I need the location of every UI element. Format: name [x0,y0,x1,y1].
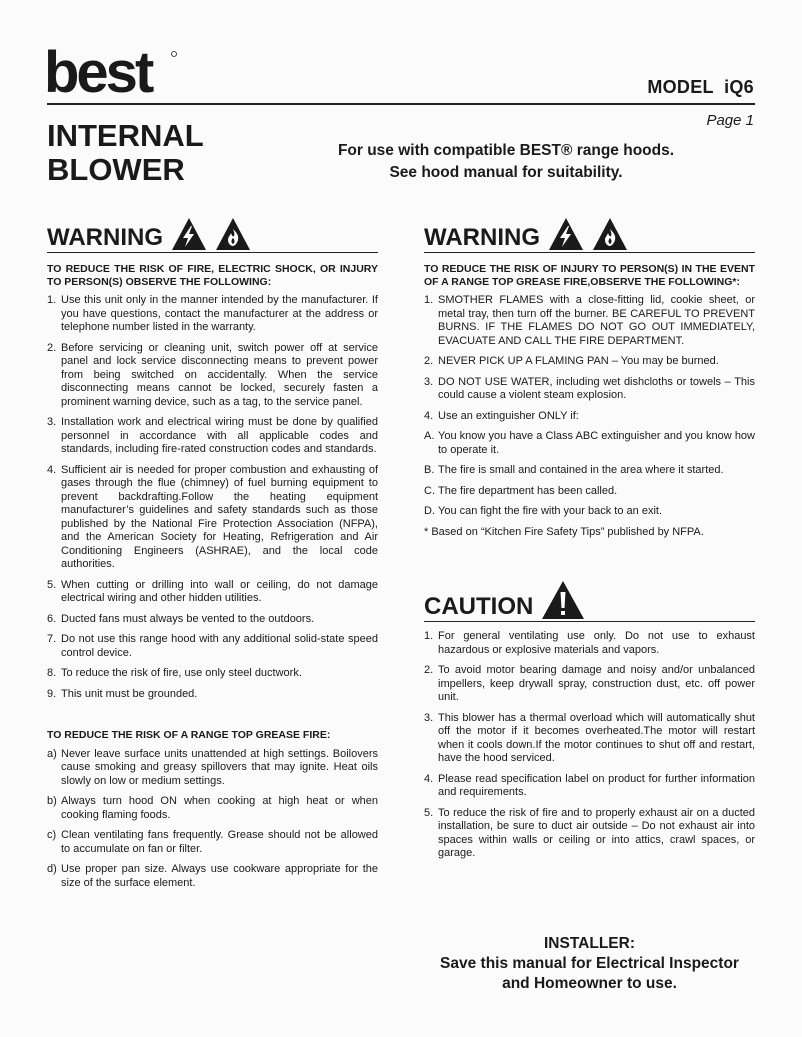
warning-heading: WARNING [47,224,163,251]
list-text: Never leave surface units unattended at high settings. Boilovers cause smoking and greasy spillovers that may ignite. Heat oils slowly on low or medium settings. [61,747,378,787]
list-item [47,416,378,457]
grease-fire-heading: TO REDUCE THE RISK OF A RANGE TOP GREASE FIRE: [47,729,331,741]
list-text: Do not use this range hood with any additional solid-state speed control device. [61,633,378,659]
list-item [47,795,378,822]
list-text: Sufficient air is needed for proper combustion and exhausting of gases through the flue (chimney) of fuel burning equipment to prevent backdrafting.Follow the heating equipment manufacturer’s guidelines and safety standards such as those published by the National Fire Protection Association (NFPA), and the American Society for Heating, Refrigeration and Air Conditioning Engineers (ASHRAE), and the local code authorities. [61,463,378,570]
list-text: Installation work and electrical wiring must be done by qualified personnel in accordance with all applicable codes and standards, including fire-rated construction codes and standards. [61,416,378,455]
list-marker: 4. [424,772,434,785]
page-number: Page 1 [706,112,754,129]
list-marker: 6. [47,612,57,625]
list-text: Before servicing or cleaning unit, switch power off at service panel and lock service disconnecting means to prevent power from being switched on accidentally. When the service disconnecting means cannot be locked, securely fasten a prominent warning device, such as a tag, to the service panel. [61,341,378,408]
list-marker: 1. [424,294,434,306]
fire-icon [215,217,251,251]
list-item [47,829,378,856]
left-intro: TO REDUCE THE RISK OF FIRE, ELECTRIC SHOCK, OR INJURY TO PERSON(S) OBSERVE THE FOLLOWING: [47,263,378,288]
list-item [424,410,755,424]
exclamation-icon [541,580,585,620]
list-text: Please read specification label on product for further information and requirements. [438,772,755,798]
list-text: SMOTHER FLAMES with a close-fitting lid, cookie sheet, or metal tray, then turn off the burner. BE CAREFUL TO PREVENT BURNS. IF THE FLAMES DO NOT GO OUT IMMEDIATELY, EVACUATE AND CALL THE FIRE DEPARTMENT. [438,294,755,347]
left-column [47,206,378,897]
fire-icon [592,217,628,251]
electric-shock-icon [548,217,584,251]
list-text: To avoid motor bearing damage and noisy and/or unbalanced impellers, keep drywall spray, construction dust, etc. off power unit. [438,664,755,703]
list-text: Ducted fans must always be vented to the outdoors. [61,612,315,625]
list-item [424,485,755,499]
left-warning-list [47,294,378,701]
list-text: Use an extinguisher ONLY if: [438,409,579,422]
list-marker: 5. [424,806,434,819]
list-item [47,342,378,410]
warning-header-left [47,206,378,253]
header-rule [47,103,755,105]
list-item [47,748,378,789]
installer-note [424,934,755,994]
compatibility-note [300,140,712,184]
list-item [47,863,378,890]
list-marker: a) [47,747,57,760]
list-item [47,464,378,572]
model-label: MODEL iQ6 [647,77,754,97]
right-warning-list [424,294,755,519]
list-item [47,294,378,335]
list-item [424,355,755,369]
list-marker: 4. [424,409,434,422]
list-text: Use this unit only in the manner intended by the manufacturer. If you have questions, contact the manufacturer at the address or telephone number listed in the warranty. [61,294,378,333]
installer-line-2: Save this manual for Electrical Inspector [440,955,739,972]
nfpa-footnote: * Based on “Kitchen Fire Safety Tips” published by NFPA. [424,525,704,538]
list-item [424,294,755,348]
compat-line-1: For use with compatible BEST® range hoods. [337,142,675,159]
list-marker: D. [424,505,435,517]
list-text: You can fight the fire with your back to an exit. [438,505,663,517]
best-logo-icon [44,40,180,100]
warning-header-right [424,206,755,253]
list-marker: A. [424,430,435,442]
caution-section [424,575,755,861]
list-item [424,664,755,705]
title-line-2: BLOWER [47,152,185,187]
list-marker: d) [47,863,57,875]
list-item [47,667,378,681]
list-text: When cutting or drilling into wall or ceiling, do not damage electrical wiring and other hidden utilities. [61,578,378,604]
grease-fire-list [47,748,378,891]
right-intro: TO REDUCE THE RISK OF INJURY TO PERSON(S) IN THE EVENT OF A RANGE TOP GREASE FIRE,OBSERVE THE FOLLOWING*: [424,263,755,288]
list-text: Always turn hood ON when cooking at high heat or when cooking flaming foods. [61,795,378,821]
list-marker: 2. [424,664,434,676]
list-marker: 8. [47,667,57,679]
list-text: NEVER PICK UP A FLAMING PAN – You may be burned. [438,355,719,367]
list-marker: 1. [424,630,434,642]
list-item [424,464,755,478]
list-marker: 2. [424,355,434,367]
list-marker: 3. [47,416,57,428]
list-marker: 3. [424,711,434,724]
list-marker: 4. [47,463,57,476]
list-item [47,613,378,627]
list-marker: 3. [424,375,434,388]
list-marker: c) [47,829,57,841]
list-text: For general ventilating use only. Do not use to exhaust hazardous or explosive materials and vapors. [438,630,755,656]
list-text: You know you have a Class ABC extinguisher and you know how to operate it. [438,430,755,456]
list-text: The fire department has been called. [438,484,618,497]
list-marker: 5. [47,578,57,591]
list-text: Clean ventilating fans frequently. Grease should not be allowed to accumulate on fan or filter. [61,829,378,855]
installer-line-1: INSTALLER: [544,935,635,952]
list-item [424,630,755,657]
list-item [424,807,755,861]
list-marker: B. [424,464,435,476]
caution-heading: CAUTION [424,593,534,620]
list-item [47,633,378,660]
list-marker: 7. [47,633,57,645]
list-text: To reduce the risk of fire, use only steel ductwork. [61,667,302,679]
svg-text:best: best [44,40,152,100]
list-marker: 1. [47,294,57,306]
list-item [424,376,755,403]
title-line-1: INTERNAL [47,118,204,153]
list-marker: b) [47,795,57,807]
brand-logo [44,40,180,100]
caution-list [424,630,755,861]
list-text: This unit must be grounded. [61,687,198,700]
list-item [424,712,755,766]
warning-heading: WARNING [424,224,540,251]
page-title [47,119,204,187]
list-item [47,688,378,702]
right-column [424,206,755,868]
list-text: The fire is small and contained in the area where it started. [438,464,724,476]
compat-line-2: See hood manual for suitability. [389,164,623,181]
list-text: DO NOT USE WATER, including wet dishcloths or towels – This could cause a violent steam explosion. [438,375,755,401]
installer-line-3: and Homeowner to use. [502,975,677,992]
list-marker: C. [424,484,435,497]
list-marker: 2. [47,341,57,354]
list-item [424,505,755,519]
list-item [424,430,755,457]
caution-header [424,575,755,622]
list-marker: 9. [47,687,57,700]
list-item [424,773,755,800]
list-item [47,579,378,606]
list-text: Use proper pan size. Always use cookware appropriate for the size of the surface element. [61,863,378,889]
electric-shock-icon [171,217,207,251]
list-text: This blower has a thermal overload which will automatically shut off the motor if it becomes overheated.The motor will restart when it cools down.If the motor continues to shut off and restart, have the hood serviced. [438,711,755,764]
list-text: To reduce the risk of fire and to properly exhaust air on a ducted installation, be sure to duct air outside – Do not exhaust air into spaces within walls or ceiling or into attics, crawl spaces, or garage. [438,806,755,859]
